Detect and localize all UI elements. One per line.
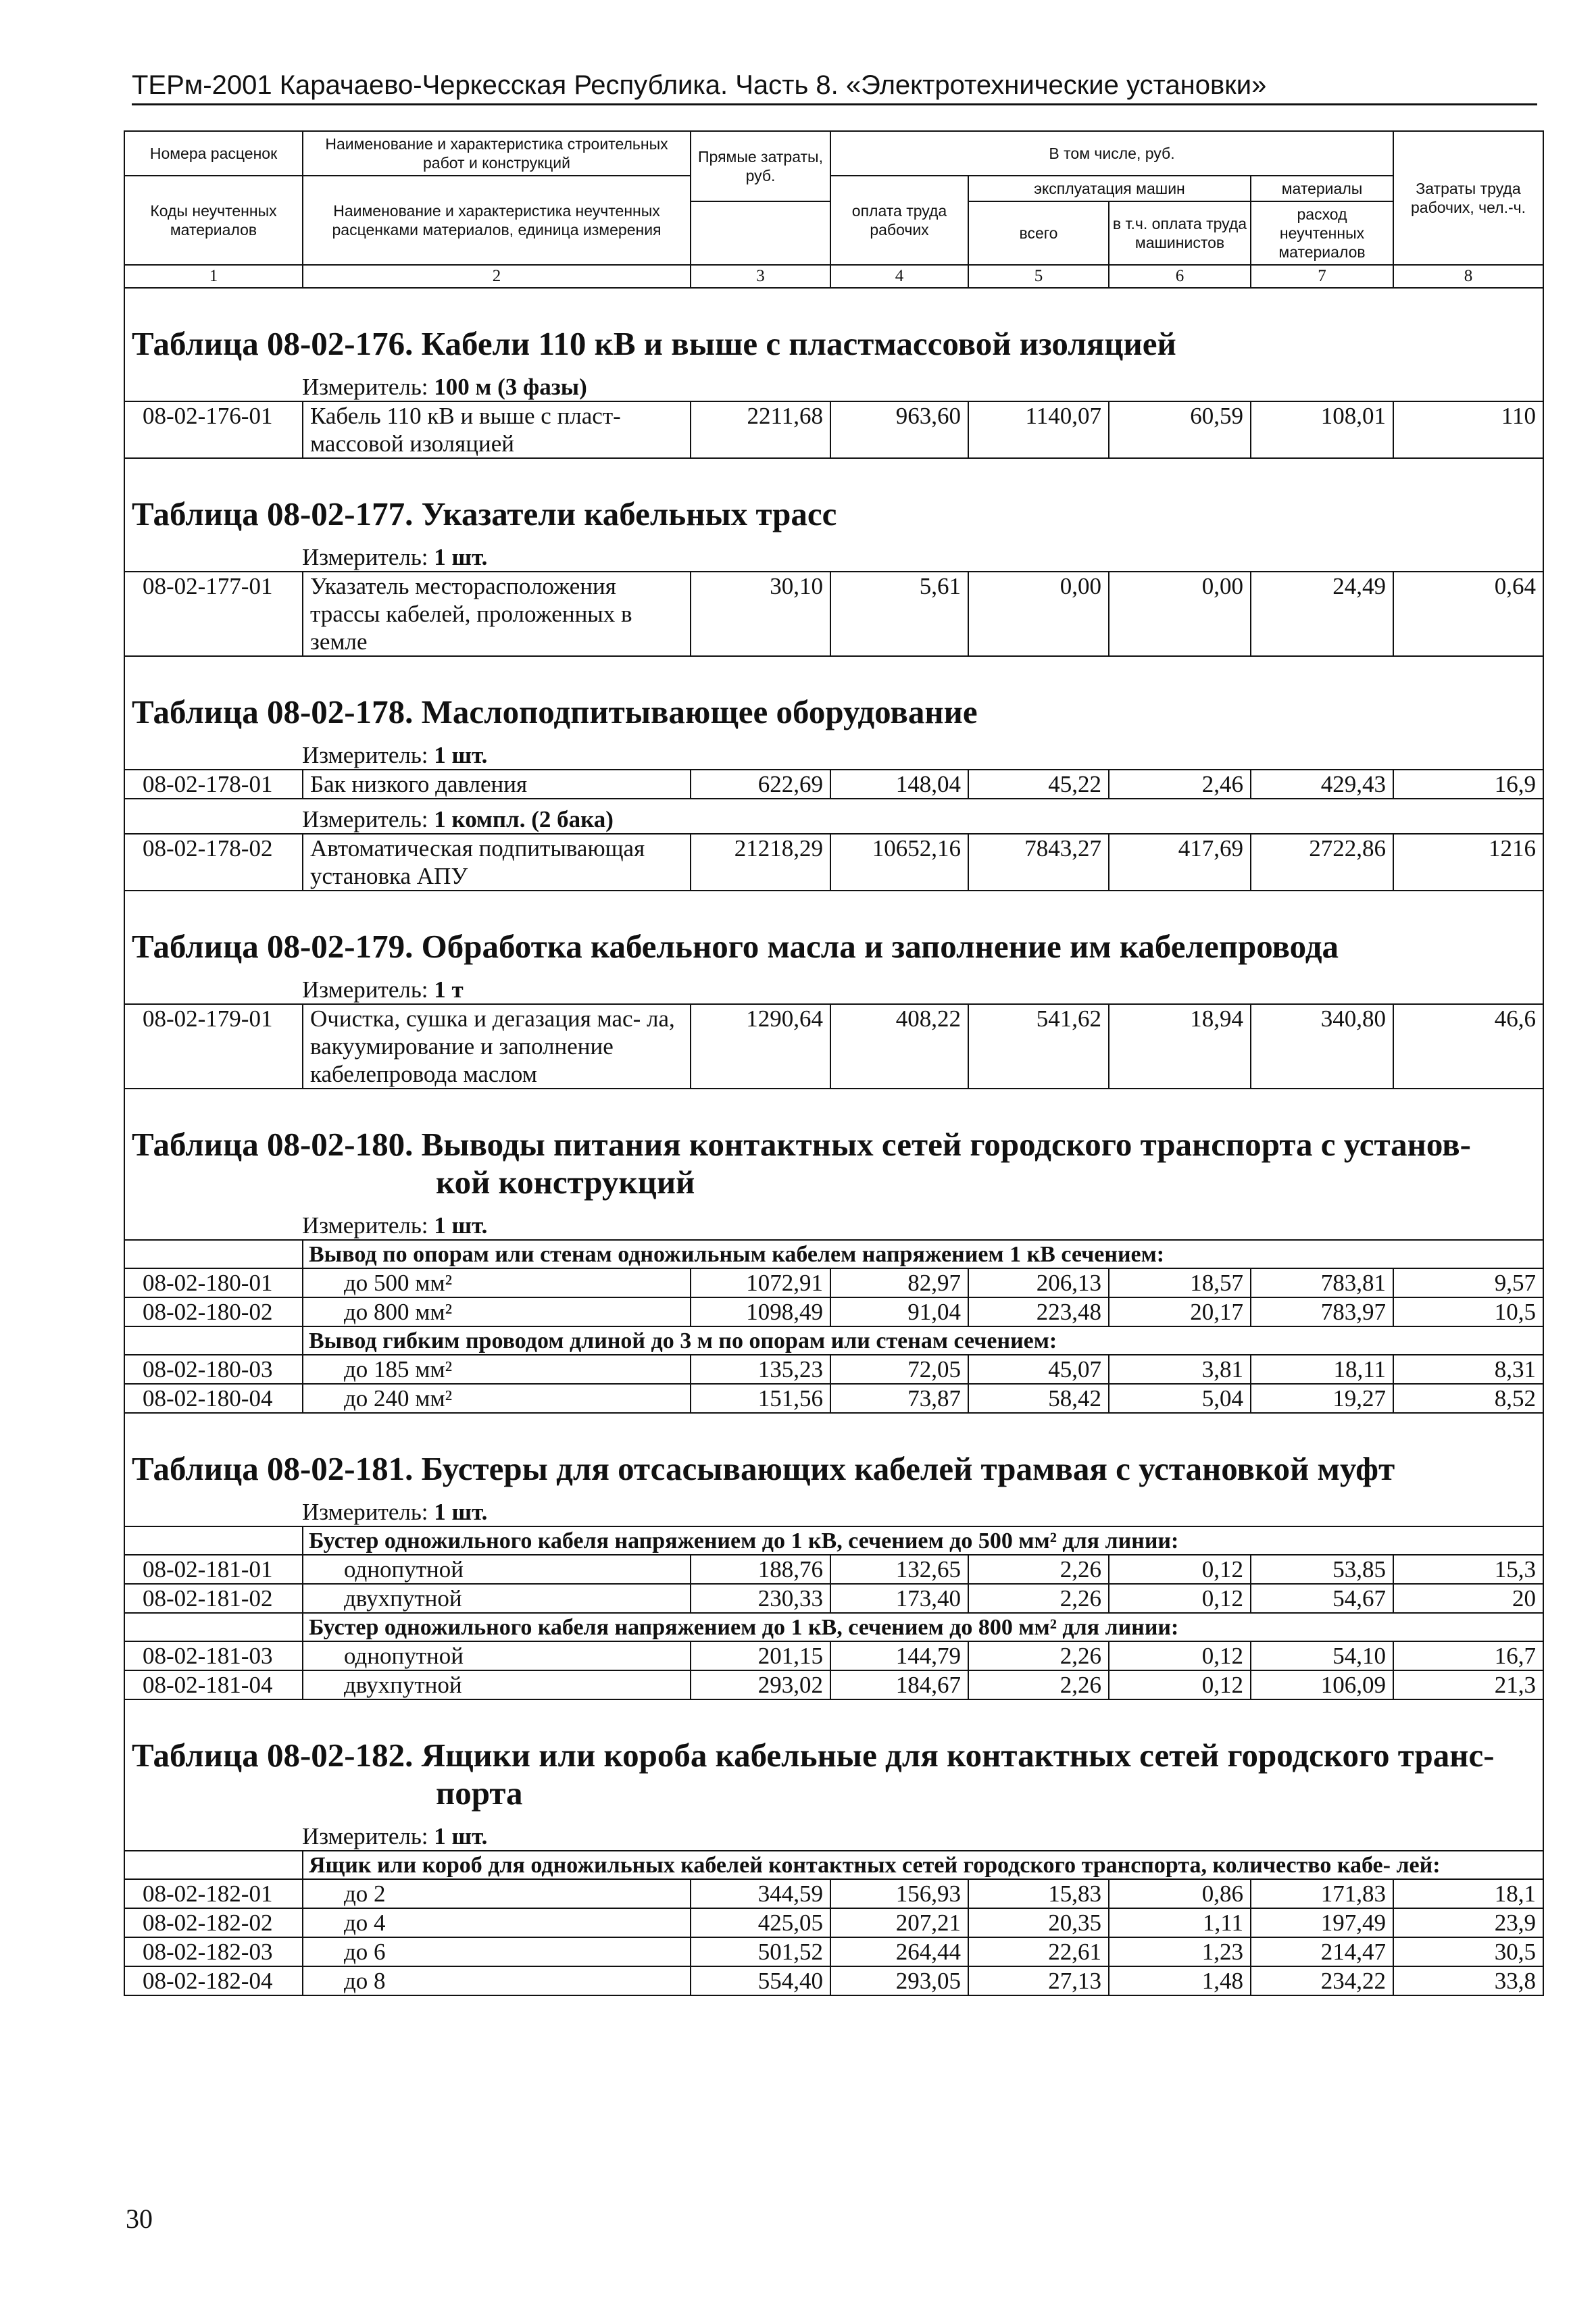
group-title: Ящик или короб для одножильных кабелей контактных сетей городского транспорта, количество кабе- лей: [303, 1851, 1543, 1879]
value-machinist: 20,17 [1109, 1297, 1251, 1326]
measure-row [124, 1816, 1543, 1851]
header-row-1 [124, 131, 1543, 176]
rate-name: однопутной [303, 1555, 691, 1584]
measure-cell [124, 537, 1543, 572]
value-labor: 156,93 [830, 1879, 968, 1908]
rate-code: 08-02-178-02 [124, 834, 303, 891]
value-hours: 9,57 [1393, 1268, 1543, 1297]
value-mat: 106,09 [1251, 1670, 1393, 1699]
including-header: В том числе, руб. [830, 131, 1393, 176]
table-row [124, 1297, 1543, 1326]
measure-value: 1 шт. [434, 1499, 488, 1525]
group-code-cell [124, 1326, 303, 1355]
value-mat: 783,97 [1251, 1297, 1393, 1326]
value-hours: 15,3 [1393, 1555, 1543, 1584]
measure-cell [124, 1492, 1543, 1526]
name-materials-header: Наименование и характеристика неучтенных расценками материалов, единица измерения [303, 176, 691, 265]
spacer [124, 1413, 1543, 1431]
value-machinist: 18,57 [1109, 1268, 1251, 1297]
value-mat: 340,80 [1251, 1004, 1393, 1089]
value-machinist: 417,69 [1109, 834, 1251, 891]
rate-name: Кабель 110 кВ и выше с пласт- массовой изоляцией [303, 401, 691, 458]
value-mach: 20,35 [968, 1908, 1109, 1937]
rate-code: 08-02-180-02 [124, 1297, 303, 1326]
value-labor: 73,87 [830, 1384, 968, 1413]
value-labor: 408,22 [830, 1004, 968, 1089]
section-title [124, 1107, 1543, 1205]
section-title [124, 674, 1543, 735]
section-title-row [124, 476, 1543, 537]
spacer [124, 1089, 1543, 1107]
value-mach: 223,48 [968, 1297, 1109, 1326]
value-labor: 132,65 [830, 1555, 968, 1584]
table-row [124, 1879, 1543, 1908]
section-title [124, 909, 1543, 970]
measure-label: Измеритель: [302, 742, 428, 768]
value-hours: 110 [1393, 401, 1543, 458]
column-number: 3 [691, 265, 830, 288]
value-direct: 622,69 [691, 770, 830, 799]
value-direct: 21218,29 [691, 834, 830, 891]
page-header: ТЕРм-2001 Карачаево-Черкесская Республика. Часть 8. «Электротехнические установки» [132, 70, 1537, 105]
rate-name: до 2 [303, 1879, 691, 1908]
rate-name: до 500 мм² [303, 1268, 691, 1297]
value-direct: 188,76 [691, 1555, 830, 1584]
value-mach: 45,07 [968, 1355, 1109, 1384]
table-row [124, 1937, 1543, 1966]
measure-value: 1 шт. [434, 1823, 488, 1849]
measure-value: 1 шт. [434, 742, 488, 768]
value-mach: 7843,27 [968, 834, 1109, 891]
spacer-row [124, 1699, 1543, 1718]
section-title-continuation: порта [436, 1774, 523, 1812]
value-machinist: 2,46 [1109, 770, 1251, 799]
group-row [124, 1526, 1543, 1555]
table-row [124, 572, 1543, 656]
measure-row [124, 799, 1543, 834]
group-row [124, 1240, 1543, 1268]
measure-cell [124, 970, 1543, 1004]
value-direct: 554,40 [691, 1966, 830, 1995]
labor-pay-header: оплата труда рабочих [830, 176, 968, 265]
table-row [124, 1268, 1543, 1297]
value-mach: 45,22 [968, 770, 1109, 799]
value-direct: 230,33 [691, 1584, 830, 1613]
value-machinist: 60,59 [1109, 401, 1251, 458]
value-labor: 184,67 [830, 1670, 968, 1699]
section-title [124, 476, 1543, 537]
measure-value: 1 шт. [434, 544, 488, 570]
rate-code: 08-02-181-03 [124, 1641, 303, 1670]
rate-code: 08-02-182-01 [124, 1879, 303, 1908]
spacer-row [124, 288, 1543, 306]
section-title-text: Таблица 08-02-180. Выводы питания контактных сетей городского транспорта с установ- [132, 1126, 1471, 1163]
value-direct: 344,59 [691, 1879, 830, 1908]
rate-name: двухпутной [303, 1584, 691, 1613]
value-labor: 10652,16 [830, 834, 968, 891]
table-row [124, 1384, 1543, 1413]
group-title: Вывод по опорам или стенам одножильным кабелем напряжением 1 кВ сечением: [303, 1240, 1543, 1268]
rate-name: однопутной [303, 1641, 691, 1670]
measure-label: Измеритель: [302, 806, 428, 832]
measure-row [124, 537, 1543, 572]
value-labor: 963,60 [830, 401, 968, 458]
name-works-header: Наименование и характеристика строительных работ и конструкций [303, 131, 691, 176]
rate-code: 08-02-177-01 [124, 572, 303, 656]
table-row [124, 770, 1543, 799]
column-number: 8 [1393, 265, 1543, 288]
section-title-text: Таблица 08-02-181. Бустеры для отсасывающих кабелей трамвая с установкой муфт [132, 1450, 1395, 1487]
value-direct: 1290,64 [691, 1004, 830, 1089]
section-title-text: Таблица 08-02-176. Кабели 110 кВ и выше с пластмассовой изоляцией [132, 325, 1176, 362]
rate-code: 08-02-180-01 [124, 1268, 303, 1297]
spacer [124, 1699, 1543, 1718]
value-labor: 91,04 [830, 1297, 968, 1326]
value-mach: 2,26 [968, 1641, 1109, 1670]
value-mach: 58,42 [968, 1384, 1109, 1413]
rate-code: 08-02-176-01 [124, 401, 303, 458]
value-labor: 144,79 [830, 1641, 968, 1670]
value-hours: 10,5 [1393, 1297, 1543, 1326]
value-direct: 425,05 [691, 1908, 830, 1937]
section-title [124, 306, 1543, 367]
value-labor: 148,04 [830, 770, 968, 799]
table-row [124, 1555, 1543, 1584]
table-row [124, 1670, 1543, 1699]
value-mat: 234,22 [1251, 1966, 1393, 1995]
spacer-row [124, 1413, 1543, 1431]
measure-cell [124, 735, 1543, 770]
group-code-cell [124, 1851, 303, 1879]
value-hours: 1216 [1393, 834, 1543, 891]
header-row-2 [124, 176, 1543, 201]
value-mach: 15,83 [968, 1879, 1109, 1908]
value-labor: 264,44 [830, 1937, 968, 1966]
value-mach: 206,13 [968, 1268, 1109, 1297]
table-row [124, 1355, 1543, 1384]
measure-value: 1 т [434, 976, 464, 1003]
column-number: 7 [1251, 265, 1393, 288]
section-title-continuation: кой конструкций [436, 1164, 695, 1201]
value-machinist: 3,81 [1109, 1355, 1251, 1384]
value-mach: 22,61 [968, 1937, 1109, 1966]
measure-label: Измеритель: [302, 1499, 428, 1525]
value-hours: 33,8 [1393, 1966, 1543, 1995]
rate-name: до 185 мм² [303, 1355, 691, 1384]
value-mat: 2722,86 [1251, 834, 1393, 891]
table-row [124, 1908, 1543, 1937]
value-labor: 293,05 [830, 1966, 968, 1995]
materials-use-header: расход неучтенных материалов [1251, 201, 1393, 265]
section-title-row [124, 909, 1543, 970]
measure-value: 100 м (3 фазы) [434, 374, 587, 400]
measure-label: Измеритель: [302, 1823, 428, 1849]
value-labor: 82,97 [830, 1268, 968, 1297]
measure-row [124, 735, 1543, 770]
page-number: 30 [126, 2204, 153, 2234]
rate-code: 08-02-180-04 [124, 1384, 303, 1413]
section-title-row [124, 1431, 1543, 1492]
measure-row [124, 1492, 1543, 1526]
measure-label: Измеритель: [302, 374, 428, 400]
rate-code: 08-02-178-01 [124, 770, 303, 799]
material-codes-header: Коды неучтенных материалов [124, 176, 303, 265]
group-title: Бустер одножильного кабеля напряжением до 1 кВ, сечением до 800 мм² для линии: [303, 1613, 1543, 1641]
value-mach: 541,62 [968, 1004, 1109, 1089]
spacer-row [124, 891, 1543, 909]
spacer [124, 458, 1543, 476]
value-direct: 2211,68 [691, 401, 830, 458]
value-direct: 1098,49 [691, 1297, 830, 1326]
measure-cell [124, 799, 1543, 834]
value-hours: 16,7 [1393, 1641, 1543, 1670]
value-mat: 171,83 [1251, 1879, 1393, 1908]
table-row [124, 1641, 1543, 1670]
column-number: 1 [124, 265, 303, 288]
section-title-text: Таблица 08-02-178. Маслоподпитывающее оборудование [132, 693, 978, 730]
section-title-row [124, 1718, 1543, 1816]
group-code-cell [124, 1613, 303, 1641]
value-labor: 173,40 [830, 1584, 968, 1613]
group-code-cell [124, 1240, 303, 1268]
value-mat: 54,67 [1251, 1584, 1393, 1613]
value-mach: 0,00 [968, 572, 1109, 656]
value-mat: 429,43 [1251, 770, 1393, 799]
value-mach: 2,26 [968, 1670, 1109, 1699]
section-title [124, 1718, 1543, 1816]
table-body [124, 131, 1543, 1995]
rate-code: 08-02-182-02 [124, 1908, 303, 1937]
spacer [124, 656, 1543, 674]
value-hours: 16,9 [1393, 770, 1543, 799]
table-row [124, 1004, 1543, 1089]
measure-cell [124, 1205, 1543, 1240]
rate-code: 08-02-180-03 [124, 1355, 303, 1384]
value-hours: 8,31 [1393, 1355, 1543, 1384]
rate-code: 08-02-182-04 [124, 1966, 303, 1995]
measure-label: Измеритель: [302, 544, 428, 570]
value-machinist: 18,94 [1109, 1004, 1251, 1089]
value-mat: 24,49 [1251, 572, 1393, 656]
spacer [124, 891, 1543, 909]
value-hours: 20 [1393, 1584, 1543, 1613]
value-machinist: 0,12 [1109, 1555, 1251, 1584]
value-mat: 54,10 [1251, 1641, 1393, 1670]
rate-name: до 240 мм² [303, 1384, 691, 1413]
value-labor: 5,61 [830, 572, 968, 656]
group-title: Бустер одножильного кабеля напряжением до 1 кВ, сечением до 500 мм² для линии: [303, 1526, 1543, 1555]
rate-code: 08-02-181-02 [124, 1584, 303, 1613]
value-hours: 46,6 [1393, 1004, 1543, 1089]
value-hours: 8,52 [1393, 1384, 1543, 1413]
materials-header: материалы [1251, 176, 1393, 201]
value-mat: 19,27 [1251, 1384, 1393, 1413]
value-hours: 21,3 [1393, 1670, 1543, 1699]
measure-value: 1 компл. (2 бака) [434, 806, 614, 832]
rates-table [124, 130, 1544, 1996]
value-mat: 18,11 [1251, 1355, 1393, 1384]
measure-cell [124, 1816, 1543, 1851]
value-hours: 0,64 [1393, 572, 1543, 656]
spacer [124, 288, 1543, 306]
value-hours: 18,1 [1393, 1879, 1543, 1908]
rate-name: до 6 [303, 1937, 691, 1966]
labor-hours-header: Затраты труда рабочих, чел.-ч. [1393, 131, 1543, 265]
spacer-row [124, 1089, 1543, 1107]
machines-header: эксплуатация машин [968, 176, 1251, 201]
value-machinist: 0,86 [1109, 1879, 1251, 1908]
value-mach: 27,13 [968, 1966, 1109, 1995]
section-title-text: Таблица 08-02-182. Ящики или короба кабельные для контактных сетей городского транс- [132, 1737, 1495, 1774]
table-row [124, 1584, 1543, 1613]
measure-row [124, 970, 1543, 1004]
value-direct: 201,15 [691, 1641, 830, 1670]
value-direct: 293,02 [691, 1670, 830, 1699]
rate-name: до 8 [303, 1966, 691, 1995]
value-direct: 1072,91 [691, 1268, 830, 1297]
value-mat: 197,49 [1251, 1908, 1393, 1937]
column-number: 2 [303, 265, 691, 288]
rate-name: Автоматическая подпитывающая установка АПУ [303, 834, 691, 891]
column-numbers-row [124, 265, 1543, 288]
rate-name: Очистка, сушка и дегазация мас- ла, вакуумирование и заполнение кабелепровода маслом [303, 1004, 691, 1089]
value-mach: 2,26 [968, 1555, 1109, 1584]
value-machinist: 1,23 [1109, 1937, 1251, 1966]
value-mat: 53,85 [1251, 1555, 1393, 1584]
measure-cell [124, 367, 1543, 401]
value-mach: 1140,07 [968, 401, 1109, 458]
value-hours: 30,5 [1393, 1937, 1543, 1966]
measure-row [124, 1205, 1543, 1240]
rate-name: Указатель месторасположения трассы кабелей, проложенных в земле [303, 572, 691, 656]
value-machinist: 0,12 [1109, 1670, 1251, 1699]
rate-name: до 800 мм² [303, 1297, 691, 1326]
value-direct: 135,23 [691, 1355, 830, 1384]
value-labor: 207,21 [830, 1908, 968, 1937]
table-row [124, 834, 1543, 891]
direct-costs-header: Прямые затраты, руб. [691, 131, 830, 201]
section-title-text: Таблица 08-02-179. Обработка кабельного масла и заполнение им кабелепровода [132, 928, 1339, 965]
measure-label: Измеритель: [302, 976, 428, 1003]
section-title-row [124, 674, 1543, 735]
value-mat: 108,01 [1251, 401, 1393, 458]
value-machinist: 1,48 [1109, 1966, 1251, 1995]
group-row [124, 1613, 1543, 1641]
value-machinist: 1,11 [1109, 1908, 1251, 1937]
measure-row [124, 367, 1543, 401]
rate-code: 08-02-182-03 [124, 1937, 303, 1966]
section-title [124, 1431, 1543, 1492]
group-row [124, 1851, 1543, 1879]
table-row [124, 1966, 1543, 1995]
section-title-text: Таблица 08-02-177. Указатели кабельных трасс [132, 495, 837, 532]
column-number: 4 [830, 265, 968, 288]
table-row [124, 401, 1543, 458]
value-machinist: 0,00 [1109, 572, 1251, 656]
section-title-row [124, 1107, 1543, 1205]
value-machinist: 0,12 [1109, 1641, 1251, 1670]
section-title-row [124, 306, 1543, 367]
spacer-row [124, 656, 1543, 674]
value-direct: 30,10 [691, 572, 830, 656]
machinist-pay-header: в т.ч. оплата труда машинистов [1109, 201, 1251, 265]
value-machinist: 5,04 [1109, 1384, 1251, 1413]
value-mach: 2,26 [968, 1584, 1109, 1613]
value-direct: 501,52 [691, 1937, 830, 1966]
spacer-row [124, 458, 1543, 476]
value-direct: 151,56 [691, 1384, 830, 1413]
group-code-cell [124, 1526, 303, 1555]
rate-name: до 4 [303, 1908, 691, 1937]
rate-code: 08-02-179-01 [124, 1004, 303, 1089]
machines-total-header: всего [968, 201, 1109, 265]
column-number: 5 [968, 265, 1109, 288]
rate-code: 08-02-181-01 [124, 1555, 303, 1584]
measure-label: Измеритель: [302, 1212, 428, 1239]
rate-numbers-header: Номера расценок [124, 131, 303, 176]
direct-costs-header-cont [691, 201, 830, 265]
rate-name: двухпутной [303, 1670, 691, 1699]
column-number: 6 [1109, 265, 1251, 288]
value-machinist: 0,12 [1109, 1584, 1251, 1613]
measure-value: 1 шт. [434, 1212, 488, 1239]
group-row [124, 1326, 1543, 1355]
value-mat: 214,47 [1251, 1937, 1393, 1966]
value-hours: 23,9 [1393, 1908, 1543, 1937]
rate-code: 08-02-181-04 [124, 1670, 303, 1699]
rate-name: Бак низкого давления [303, 770, 691, 799]
value-mat: 783,81 [1251, 1268, 1393, 1297]
group-title: Вывод гибким проводом длиной до 3 м по опорам или стенам сечением: [303, 1326, 1543, 1355]
value-labor: 72,05 [830, 1355, 968, 1384]
